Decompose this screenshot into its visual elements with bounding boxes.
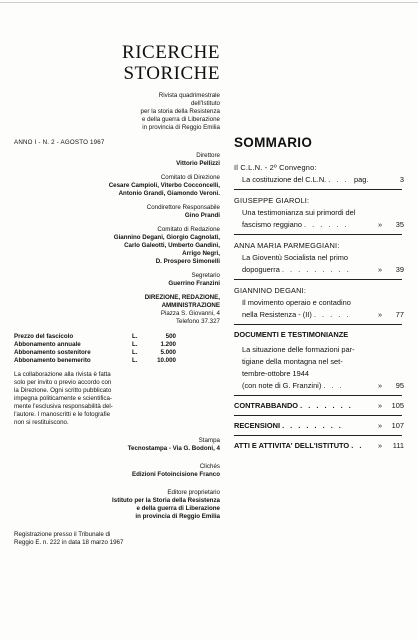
page-marker: pag. — [354, 175, 369, 184]
page-marker: » — [378, 441, 383, 450]
leader-dots: . . . . . . . . — [282, 421, 343, 430]
block-heading: Comitato di Redazione — [157, 226, 220, 233]
price-amount: 1.200 — [160, 341, 176, 348]
registrazione-block — [14, 531, 220, 547]
phone: Telefono 37.327 — [175, 318, 220, 325]
block-name: e della guerra di Liberazione — [136, 505, 220, 512]
toc-entry-line: La situazione delle formazioni par- — [242, 345, 355, 354]
subscription-prices — [14, 333, 220, 365]
leader-dots: . . . . . . . . . — [281, 265, 351, 274]
page-number: 39 — [395, 265, 404, 274]
block-name: Gino Prandi — [184, 212, 220, 219]
masthead-line1: RICERCHE — [122, 42, 220, 63]
block-heading: Stampa — [198, 437, 220, 444]
block-name: Istituto per la Storia della Resistenza — [112, 497, 220, 504]
section-label: RECENSIONI — [234, 421, 280, 430]
section-documenti-title: DOCUMENTI E TESTIMONIANZE — [234, 330, 349, 339]
toc-entry-line: La Gioventù Socialista nel primo — [242, 253, 348, 262]
price-amount: 5.000 — [160, 349, 176, 356]
block-heading: Direttore — [196, 152, 220, 159]
toc-title-text: La costituzione del C.L.N. — [242, 175, 327, 184]
leader-dots: . . . . . — [313, 310, 351, 319]
page-number: 95 — [395, 381, 404, 390]
block-heading: Condirettore Responsabile — [146, 204, 220, 211]
comitato-redazione-block — [14, 226, 220, 266]
top-edge-line — [0, 2, 418, 3]
notice-line: la Direzione. Ogni scritto pubblicato — [14, 387, 112, 394]
page-marker: » — [378, 310, 383, 319]
leader-dots: . . . — [328, 175, 349, 184]
tagline-line: dell'Istituto — [190, 100, 220, 107]
toc-entry-title[interactable] — [234, 220, 402, 229]
tagline-line: e della guerra di Liberazione — [141, 116, 220, 123]
toc-author: GIANNINO DEGANI: — [234, 286, 307, 295]
notice-line: non si restituiscono. — [14, 419, 69, 426]
toc-divider — [234, 234, 402, 235]
amministrazione-block — [14, 294, 220, 326]
block-name: Tecnostampa - Via G. Bodoni, 4 — [127, 445, 220, 452]
condirettore-block — [14, 204, 220, 220]
price-amount: 10.000 — [157, 357, 176, 364]
editore-block — [14, 489, 220, 521]
price-currency: L. — [132, 349, 138, 356]
price-label: Abbonamento annuale — [14, 341, 81, 348]
block-name: Antonio Grandi, Giamondo Veroni. — [118, 190, 220, 197]
registrazione-line: Reggio E. n. 222 in data 18 marzo 1967 — [14, 539, 124, 546]
toc-title-text: (con note di G. Franzini) — [242, 381, 322, 390]
toc-divider — [234, 415, 402, 416]
notice-line: mente l'esclusiva responsabilità del- — [14, 403, 113, 410]
block-name: Edizioni Fotoincisione Franco — [131, 471, 220, 478]
block-name: Guerrino Franzini — [168, 280, 220, 287]
leader-dots: . . . . . . — [304, 220, 349, 229]
block-heading: AMMINISTRAZIONE — [161, 302, 220, 309]
page-marker: » — [378, 220, 383, 229]
toc-author: ANNA MARIA PARMEGGIANI: — [234, 241, 340, 250]
toc-title-text: fascismo reggiano — [242, 220, 302, 229]
toc-author: GIUSEPPE GIAROLI: — [234, 196, 310, 205]
colophon-column — [14, 42, 220, 547]
block-name: Giannino Degani, Giorgio Cagnolati, — [113, 234, 220, 241]
toc-divider — [234, 435, 402, 436]
block-name: Vittorio Pellizzi — [176, 160, 220, 167]
toc-entry-line: tigiane della montagna nel set- — [242, 357, 343, 366]
direttore-block — [14, 152, 220, 168]
registrazione-line: Registrazione presso il Tribunale di — [14, 531, 111, 538]
block-name: Cesare Campioli, Viterbo Cocconcelli, — [108, 182, 220, 189]
toc-divider — [234, 279, 402, 280]
block-heading: Segretario — [191, 272, 220, 279]
price-currency: L. — [132, 333, 138, 340]
segretario-block — [14, 272, 220, 288]
block-name: Carlo Galeotti, Umberto Gandini, — [124, 242, 220, 249]
notice-line: impegna politicamente e scientifica- — [14, 395, 113, 402]
price-label: Abbonamento sostenitore — [14, 349, 91, 356]
page-marker: » — [378, 421, 383, 430]
toc-entry-title[interactable] — [234, 265, 402, 274]
toc-title-text: dopoguerra — [242, 265, 280, 274]
page-number: 77 — [395, 310, 404, 319]
price-row — [14, 357, 220, 365]
toc-entry-line: tembre-ottobre 1944 — [242, 369, 309, 378]
price-amount: 500 — [165, 333, 176, 340]
comitato-direzione-block — [14, 174, 220, 198]
price-row — [14, 341, 220, 349]
price-currency: L. — [132, 341, 138, 348]
masthead-line2: STORICHE — [123, 63, 220, 84]
stampa-block — [14, 437, 220, 453]
toc-divider — [234, 324, 402, 325]
leader-dots: . . . . . . . — [300, 401, 353, 410]
toc-entry-title[interactable] — [234, 175, 402, 184]
tagline — [14, 92, 220, 132]
page-number: 105 — [391, 401, 404, 410]
issue-info: ANNO I - N. 2 - AGOSTO 1967 — [14, 139, 105, 146]
block-heading: DIREZIONE, REDAZIONE, — [144, 294, 220, 301]
section-atti[interactable] — [234, 441, 402, 450]
page-number: 35 — [395, 220, 404, 229]
block-heading: Comitato di Direzione — [160, 174, 220, 181]
toc-title-text: nella Resistenza - (II) — [242, 310, 312, 319]
page-marker: » — [378, 381, 383, 390]
cliche-block — [14, 463, 220, 479]
notice-line: solo per invito o previo accordo con — [14, 379, 112, 386]
block-name: Arrigo Negri, — [182, 250, 220, 257]
table-of-contents — [234, 135, 402, 450]
section-contrabbando[interactable] — [234, 401, 402, 410]
toc-entry-line: Il movimento operaio e contadino — [242, 298, 351, 307]
address: Piazza S. Giovanni, 4 — [160, 310, 220, 317]
collaboration-notice — [14, 371, 220, 427]
block-heading: Editore proprietario — [167, 489, 220, 496]
price-currency: L. — [132, 357, 138, 364]
notice-line: l'autore. I manoscritti e le fotografie — [14, 411, 111, 418]
toc-author: Il C.L.N. - 2º Convegno: — [234, 163, 317, 172]
block-heading: Clichés — [199, 463, 220, 470]
price-row — [14, 349, 220, 357]
notice-line: La collaborazione alla rivista è fatta — [14, 371, 111, 378]
tagline-line: Rivista quadrimestrale — [158, 92, 220, 99]
tagline-line: per la storia della Resistenza — [140, 108, 220, 115]
tagline-line: in provincia di Reggio Emilia — [142, 124, 220, 131]
page-number: 111 — [392, 441, 404, 450]
section-recensioni[interactable] — [234, 421, 402, 430]
toc-entry-title[interactable] — [234, 310, 402, 319]
toc-divider — [234, 395, 402, 396]
leader-dots: . . . — [323, 381, 344, 390]
page-number: 3 — [399, 175, 404, 184]
page-marker: » — [378, 265, 383, 274]
toc-entry-line: Una testimonianza sui primordi del — [242, 208, 356, 217]
block-name: in provincia di Reggio Emilia — [135, 513, 220, 520]
price-label: Abbonamento benemerito — [14, 357, 91, 364]
section-label: ATTI E ATTIVITA' DELL'ISTITUTO — [234, 441, 350, 450]
price-label: Prezzo del fascicolo — [14, 333, 74, 340]
page-marker: » — [378, 401, 383, 410]
toc-divider — [234, 189, 402, 190]
toc-entry-title[interactable] — [234, 381, 402, 390]
masthead — [14, 42, 220, 84]
price-row — [14, 333, 220, 341]
block-name: D. Prospero Simonelli — [155, 258, 220, 265]
page-number: 107 — [391, 421, 404, 430]
leader-dots: . . — [351, 441, 364, 450]
sommario-title: SOMMARIO — [234, 135, 313, 150]
section-label: CONTRABBANDO — [234, 401, 299, 410]
